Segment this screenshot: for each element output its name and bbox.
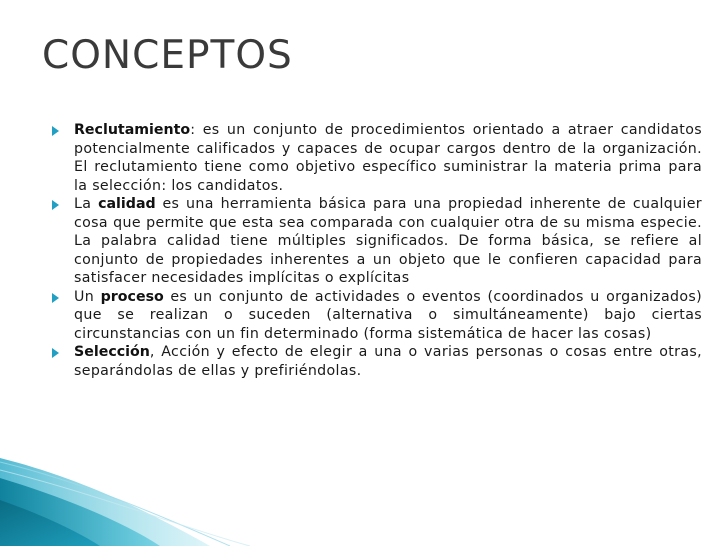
bullet-arrow-icon — [52, 348, 59, 358]
item-term: Selección — [74, 344, 150, 360]
wave-line — [0, 462, 230, 546]
bullet-arrow-icon — [52, 200, 59, 210]
list-item — [52, 343, 702, 380]
item-term: Reclutamiento — [74, 122, 191, 138]
wave-line-2 — [0, 470, 250, 546]
item-term: proceso — [100, 288, 164, 305]
item-prefix: La — [74, 196, 99, 212]
wave-shape-back — [0, 458, 210, 546]
list-item — [52, 195, 702, 288]
wave-shape-mid — [0, 478, 160, 546]
list-item — [52, 121, 702, 195]
item-text: es una herramienta básica para una propiedad inherente de cualquier cosa que permite que esta sea comparada con cualquier otra de su misma especie. La palabra calidad tiene múltiples significados. De forma básica, se refiere al conjunto de propiedades inherentes a un objeto que le confieren capacidad para satisfacer necesidades implícitas o explícitas — [74, 196, 702, 286]
bullet-list — [52, 121, 702, 380]
item-text: , Acción y efecto de elegir a una o varias personas o cosas entre otras, separándolas de ellas y prefiriéndolas. — [74, 344, 702, 379]
item-text: : es un conjunto de procedimientos orientado a atraer candidatos potencialmente calificados y capaces de ocupar cargos dentro de la organización. El reclutamiento tiene como objetivo específico suministrar la materia prima para la selección: los candidatos. — [74, 122, 702, 194]
slide-title: CONCEPTOS — [42, 33, 293, 78]
bullet-arrow-icon — [52, 126, 59, 136]
item-term: calidad — [98, 196, 156, 212]
wave-shape-front — [0, 500, 100, 546]
item-text: es un conjunto de actividades o eventos (coordinados u organizados) que se realizan o suceden (alternativa o simultáneamente) bajo ciertas circunstancias con un fin determinado (forma sistemática de hacer las cosas) — [74, 288, 703, 342]
item-prefix: Un — [74, 288, 101, 305]
bullet-arrow-icon — [52, 293, 59, 303]
list-item — [52, 288, 702, 344]
